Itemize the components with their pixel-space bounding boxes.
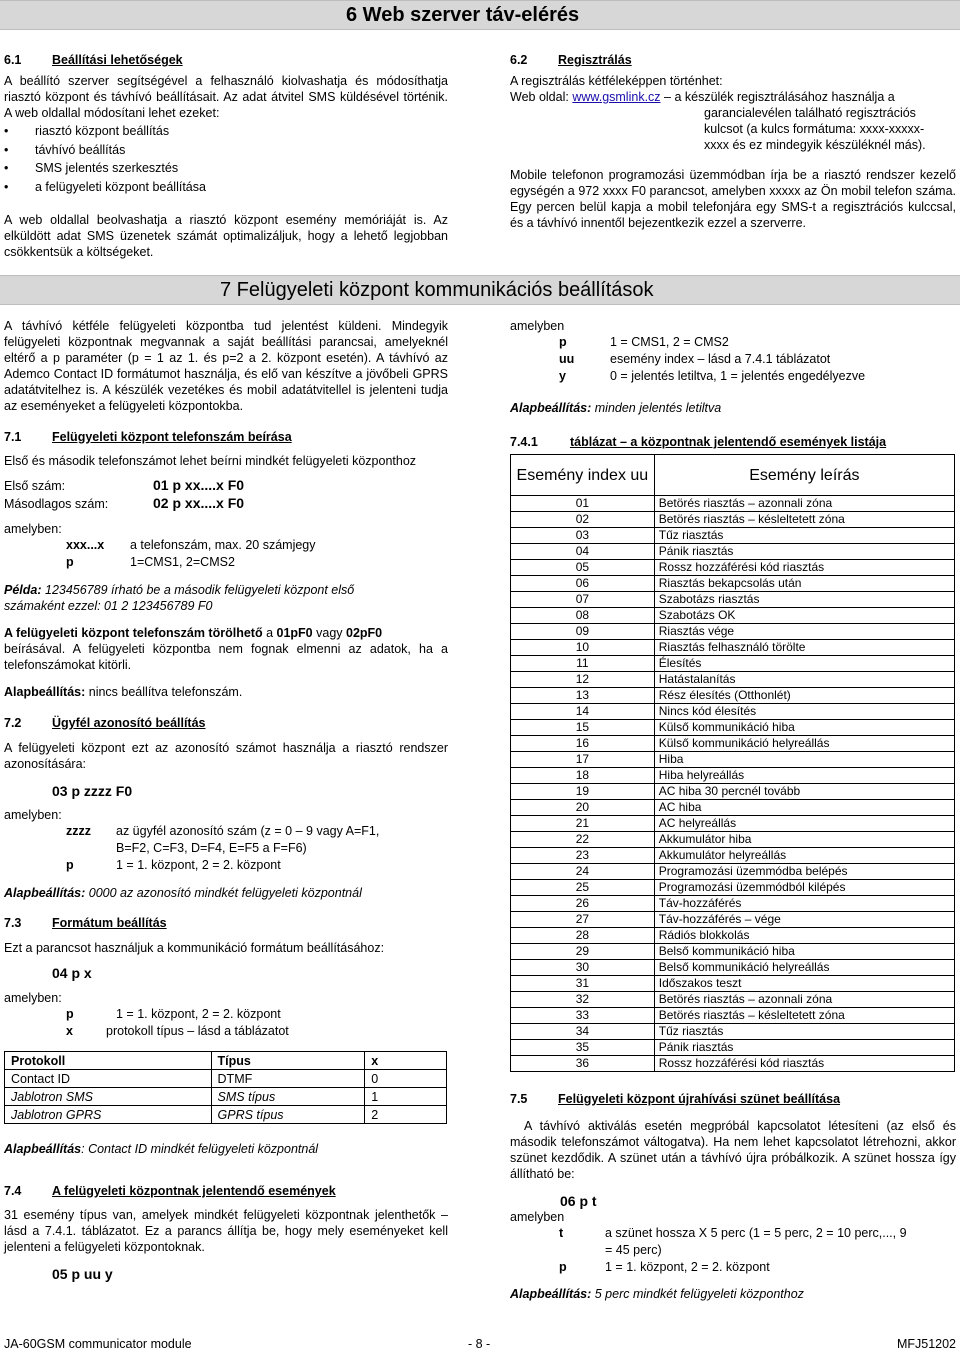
section-6-1 bbox=[4, 52, 448, 260]
section-6-title: 6 Web szerver táv-elérés bbox=[346, 4, 580, 26]
table-row bbox=[511, 576, 955, 592]
table-row bbox=[511, 528, 955, 544]
s71-line1: Első és második telefonszámot lehet beírni mindkét felügyeleti központhoz bbox=[4, 454, 417, 468]
table-row bbox=[511, 832, 955, 848]
event-index-cell: 25 bbox=[511, 880, 655, 896]
event-index-cell: 31 bbox=[511, 976, 655, 992]
event-index-cell: 08 bbox=[511, 608, 655, 624]
heading-6-2: 6.2 Regisztrálás bbox=[510, 53, 632, 67]
s73-command: 04 p x bbox=[52, 965, 92, 981]
s73-default: Alapbeállítás: Contact ID mindkét felügyeleti központnál bbox=[4, 1142, 319, 1156]
table-row bbox=[511, 496, 955, 512]
table-row bbox=[511, 640, 955, 656]
event-description-cell: Belső kommunikáció helyreállás bbox=[654, 960, 954, 976]
event-description-cell: Külső kommunikáció helyreállás bbox=[654, 736, 954, 752]
s72-amelyben: amelyben: bbox=[4, 808, 62, 822]
registration-web-detail: garancialevélen található regisztrációs kulcsot (a kulcs formátuma: xxxx-xxxxx- xxxx és ez mindegyik készüléknél más). bbox=[704, 106, 926, 152]
section-6-2 bbox=[510, 52, 956, 231]
table-row bbox=[511, 688, 955, 704]
event-description-cell: Élesítés bbox=[654, 656, 954, 672]
heading-6-1: 6.1 Beállítási lehetőségek bbox=[4, 53, 183, 67]
heading-7-5: 7.5 Felügyeleti központ újrahívási szünet beállítása bbox=[510, 1092, 841, 1106]
event-description-cell: Riasztás vége bbox=[654, 624, 954, 640]
event-index-cell: 03 bbox=[511, 528, 655, 544]
event-index-cell: 10 bbox=[511, 640, 655, 656]
table-row bbox=[511, 512, 955, 528]
event-description-cell: Tűz riasztás bbox=[654, 528, 954, 544]
second-number-command: 02 p xx....x F0 bbox=[153, 495, 245, 511]
table-row bbox=[511, 944, 955, 960]
s75-amelyben: amelyben bbox=[510, 1210, 565, 1224]
event-description-cell: Betörés riasztás – késleltetett zóna bbox=[654, 1008, 954, 1024]
event-index-cell: 17 bbox=[511, 752, 655, 768]
event-description-cell: Rész élesítés (Otthonlét) bbox=[654, 688, 954, 704]
table-row bbox=[511, 880, 955, 896]
event-index-cell: 02 bbox=[511, 512, 655, 528]
s72-param-2: p 1 = 1. központ, 2 = 2. központ bbox=[66, 858, 281, 872]
event-index-cell: 14 bbox=[511, 704, 655, 720]
event-index-cell: 20 bbox=[511, 800, 655, 816]
heading-7-3: 7.3 Formátum beállítás bbox=[4, 916, 167, 930]
event-index-cell: 09 bbox=[511, 624, 655, 640]
event-index-cell: 19 bbox=[511, 784, 655, 800]
event-description-cell: Szabotázs riasztás bbox=[654, 592, 954, 608]
table-row bbox=[511, 608, 955, 624]
heading-7-1: 7.1 Felügyeleti központ telefonszám beírása bbox=[4, 430, 292, 444]
event-description-cell: Rossz hozzáférési kód riasztás bbox=[654, 1056, 954, 1072]
s75-command: 06 p t bbox=[560, 1193, 597, 1209]
table-row bbox=[511, 896, 955, 912]
event-description-cell: Betörés riasztás – azonnali zóna bbox=[654, 992, 954, 1008]
s71-example: Példa: 123456789 írható be a második felügyeleti központ első bbox=[4, 583, 355, 597]
event-description-cell: AC hiba bbox=[654, 800, 954, 816]
heading-7-4-1: 7.4.1 táblázat – a központnak jelentendő események listája bbox=[510, 435, 887, 449]
event-description-cell: Nincs kód élesítés bbox=[654, 704, 954, 720]
event-description-cell: Riasztás felhasználó törölte bbox=[654, 640, 954, 656]
table-row bbox=[511, 656, 955, 672]
s75-param-1-cont: = 45 perc) bbox=[605, 1243, 662, 1257]
s73-param-1: p 1 = 1. központ, 2 = 2. központ bbox=[66, 1007, 281, 1021]
protocol-table-header: Protokoll Típus x bbox=[5, 1052, 447, 1070]
s74-param-1: p 1 = CMS1, 2 = CMS2 bbox=[559, 335, 729, 349]
table-row bbox=[511, 1040, 955, 1056]
event-description-cell: Akkumulátor hiba bbox=[654, 832, 954, 848]
event-description-cell: Táv-hozzáférés – vége bbox=[654, 912, 954, 928]
table-row bbox=[511, 560, 955, 576]
s74-line1: 31 esemény típus van, amelyek mindkét felügyeleti központnak jelenthetők – lásd a 7.4.1. táblázatot. Ez a parancs állítja be, hogy mely eseményeket kell jelenteni a felügyeleti központoknak. bbox=[4, 1208, 448, 1254]
table-row bbox=[511, 928, 955, 944]
s71-delete-note-2: beírásával. A felügyeleti központba nem fognak elmenni az adatok, ha a telefonszámokat kitörli. bbox=[4, 642, 448, 672]
event-table-body bbox=[511, 496, 955, 1072]
event-description-cell: Hiba bbox=[654, 752, 954, 768]
s73-line1: Ezt a parancsot használjuk a kommunikáció formátum beállításához: bbox=[4, 941, 385, 955]
s71-default: Alapbeállítás: nincs beállítva telefonszám. bbox=[4, 685, 243, 699]
s75-param-2: p 1 = 1. központ, 2 = 2. központ bbox=[559, 1260, 770, 1274]
event-table bbox=[510, 454, 955, 1072]
s71-example-line2: számaként ezzel: 01 2 123456789 F0 bbox=[4, 599, 213, 613]
event-description-cell: Programozási üzemmódba belépés bbox=[654, 864, 954, 880]
registration-mobile: Mobile telefonon programozási üzemmódban írja be a riasztó rendszer kezelő egységén a 972 xxxx F0 parancsot, amelyben xxxxx az Ön mobil telefon száma. Egy percen belül kapja a mobil telefonjára egy SMS-t a regisztrációs kulccsal, és a távhívó innentől bejezentkezik ezzel a szerverre. bbox=[510, 168, 956, 230]
event-index-cell: 01 bbox=[511, 496, 655, 512]
bullet-item: • riasztó központ beállítás bbox=[4, 124, 170, 138]
s75-param-1: t a szünet hossza X 5 perc (1 = 5 perc, 2 = 10 perc,..., 9 bbox=[559, 1226, 907, 1240]
table-row bbox=[511, 1008, 955, 1024]
table-row bbox=[511, 544, 955, 560]
bullet-item: • távhívó beállítás bbox=[4, 142, 126, 157]
table-row bbox=[511, 752, 955, 768]
bullet-icon: • bbox=[4, 179, 9, 194]
table-row bbox=[511, 912, 955, 928]
paragraph-6-1-outro: A web oldallal beolvashatja a riasztó központ esemény memóriáját is. Az elküldött adat SMS üzenetek számát optimalizáljuk, hogy a lehető legjobban csökkentsük a költségeket. bbox=[4, 213, 448, 259]
s74-param-3: y 0 = jelentés letiltva, 1 = jelentés engedélyezve bbox=[559, 369, 866, 383]
bullet-item: • a felügyeleti központ beállítása bbox=[4, 179, 206, 194]
event-index-cell: 18 bbox=[511, 768, 655, 784]
event-description-cell: AC hiba 30 percnél tovább bbox=[654, 784, 954, 800]
table-row bbox=[511, 784, 955, 800]
section-7-right-column bbox=[510, 318, 956, 1302]
event-description-cell: Tűz riasztás bbox=[654, 1024, 954, 1040]
bullet-icon: • bbox=[4, 124, 9, 138]
section-6-header bbox=[0, 0, 960, 30]
s72-param-1-cont: B=F2, C=F3, D=F4, E=F5 a F=F6) bbox=[116, 841, 307, 855]
event-index-cell: 26 bbox=[511, 896, 655, 912]
event-description-cell: AC helyreállás bbox=[654, 816, 954, 832]
event-index-cell: 16 bbox=[511, 736, 655, 752]
event-index-cell: 29 bbox=[511, 944, 655, 960]
event-index-cell: 28 bbox=[511, 928, 655, 944]
first-number-command: 01 p xx....x F0 bbox=[153, 477, 245, 493]
s73-param-2: x protokoll típus – lásd a táblázatot bbox=[66, 1024, 289, 1038]
second-number-row: Másodlagos szám: 02 p xx....x F0 bbox=[4, 495, 245, 511]
event-description-cell: Betörés riasztás – késleltetett zóna bbox=[654, 512, 954, 528]
event-description-cell: Pánik riasztás bbox=[654, 544, 954, 560]
page-number: - 8 - bbox=[468, 1337, 491, 1351]
s72-default: Alapbeállítás: 0000 az azonosító mindkét felügyeleti központnál bbox=[4, 886, 362, 900]
event-index-cell: 27 bbox=[511, 912, 655, 928]
paragraph-6-1-intro: A beállító szerver segítségével a felhasználó kiolvashatja és módosíthatja riasztó központ és távhívó beállításait. Az adat átvitel SMS küldésével történik. A web oldallal módosítani lehet ezeket: bbox=[4, 74, 448, 120]
table-row bbox=[511, 992, 955, 1008]
event-description-cell: Pánik riasztás bbox=[654, 1040, 954, 1056]
table-row bbox=[511, 768, 955, 784]
event-description-cell: Táv-hozzáférés bbox=[654, 896, 954, 912]
table-row bbox=[511, 960, 955, 976]
event-description-cell: Programozási üzemmódból kilépés bbox=[654, 880, 954, 896]
protocol-table bbox=[4, 1051, 447, 1124]
bullet-icon: • bbox=[4, 161, 9, 175]
event-table-header: Esemény index uu Esemény leírás bbox=[511, 455, 955, 496]
s74-default: Alapbeállítás: minden jelentés letiltva bbox=[510, 401, 722, 415]
event-description-cell: Hiba helyreállás bbox=[654, 768, 954, 784]
event-description-cell: Riasztás bekapcsolás után bbox=[654, 576, 954, 592]
table-row bbox=[511, 720, 955, 736]
event-index-cell: 32 bbox=[511, 992, 655, 1008]
s72-command: 03 p zzzz F0 bbox=[52, 783, 133, 799]
event-index-cell: 04 bbox=[511, 544, 655, 560]
s71-delete-note: A felügyeleti központ telefonszám törölhető a 01pF0 vagy 02pF0 bbox=[4, 626, 383, 640]
table-row bbox=[511, 800, 955, 816]
event-index-cell: 06 bbox=[511, 576, 655, 592]
event-index-cell: 23 bbox=[511, 848, 655, 864]
settings-bullet-list bbox=[4, 123, 448, 197]
table-row bbox=[511, 816, 955, 832]
s72-line1: A felügyeleti központ ezt az azonosító számot használja a riasztó rendszer azonosítására: bbox=[4, 741, 448, 771]
s71-param-2: p 1=CMS1, 2=CMS2 bbox=[66, 555, 235, 569]
event-index-cell: 24 bbox=[511, 864, 655, 880]
bullet-icon: • bbox=[4, 142, 9, 157]
event-description-cell: Akkumulátor helyreállás bbox=[654, 848, 954, 864]
event-description-cell: Belső kommunikáció hiba bbox=[654, 944, 954, 960]
table-row bbox=[511, 672, 955, 688]
s72-param-1: zzzz az ügyfél azonosító szám (z = 0 – 9 vagy A=F1, bbox=[66, 824, 380, 838]
table-row bbox=[511, 1024, 955, 1040]
heading-7-2: 7.2 Ügyfél azonosító beállítás bbox=[4, 716, 206, 730]
s74-command: 05 p uu y bbox=[52, 1266, 113, 1282]
table-row: Jablotron GPRS GPRS típus 2 bbox=[5, 1106, 447, 1124]
registration-intro: A regisztrálás kétféleképpen történhet: bbox=[510, 74, 723, 88]
event-description-cell: Szabotázs OK bbox=[654, 608, 954, 624]
table-row: Contact ID DTMF 0 bbox=[5, 1070, 447, 1088]
footer-left: JA-60GSM communicator module bbox=[4, 1337, 192, 1351]
s73-amelyben: amelyben: bbox=[4, 991, 62, 1005]
s71-param-1: xxx...x a telefonszám, max. 20 számjegy bbox=[66, 538, 316, 552]
table-row bbox=[511, 736, 955, 752]
event-index-cell: 07 bbox=[511, 592, 655, 608]
table-row bbox=[511, 864, 955, 880]
table-row bbox=[511, 624, 955, 640]
event-description-cell: Időszakos teszt bbox=[654, 976, 954, 992]
event-index-cell: 12 bbox=[511, 672, 655, 688]
event-index-cell: 22 bbox=[511, 832, 655, 848]
table-row bbox=[511, 592, 955, 608]
table-row bbox=[511, 976, 955, 992]
bullet-item: • SMS jelentés szerkesztés bbox=[4, 161, 179, 175]
event-description-cell: Külső kommunikáció hiba bbox=[654, 720, 954, 736]
section-7-left-column bbox=[4, 318, 448, 1282]
table-row bbox=[511, 704, 955, 720]
first-number-row: Első szám: 01 p xx....x F0 bbox=[4, 477, 245, 493]
registration-web-line: Web oldal: www.gsmlink.cz – a készülék regisztrálásához használja a bbox=[510, 90, 895, 104]
event-description-cell: Hatástalanítás bbox=[654, 672, 954, 688]
event-index-cell: 21 bbox=[511, 816, 655, 832]
event-index-cell: 35 bbox=[511, 1040, 655, 1056]
table-row bbox=[511, 1056, 955, 1072]
s74-param-2: uu esemény index – lásd a 7.4.1 táblázatot bbox=[559, 352, 831, 366]
heading-7-4: 7.4 A felügyeleti központnak jelentendő események bbox=[4, 1184, 336, 1198]
event-index-cell: 30 bbox=[511, 960, 655, 976]
event-description-cell: Rossz hozzáférési kód riasztás bbox=[654, 560, 954, 576]
s71-amelyben: amelyben: bbox=[4, 522, 62, 536]
s75-line1: A távhívó aktiválás esetén megpróbál kapcsolatot létesíteni (az első és második telefonszámot váltogatva). Ha nem lehet kapcsolatot létrehozni, akkor szünet kezdődik. A szünet után a távhívó újra próbálkozik. A szünet hossza így állítható be: bbox=[510, 1119, 956, 1181]
section-7-header bbox=[0, 275, 960, 305]
event-description-cell: Rádiós blokkolás bbox=[654, 928, 954, 944]
event-index-cell: 34 bbox=[511, 1024, 655, 1040]
event-index-cell: 33 bbox=[511, 1008, 655, 1024]
s74-amelyben: amelyben bbox=[510, 319, 565, 333]
event-index-cell: 11 bbox=[511, 656, 655, 672]
section-7-intro: A távhívó kétféle felügyeleti központba tud jelentést küldeni. Mindegyik felügyeleti központnak megvannak a saját beállítási parancsai, amelyeknél eltérő a p paraméter (p = 1 az 1. és p=2 a 2. központ esetén). A távhívó az Ademco Contact ID formátumot használja, és elő van készítve a jövőbeli GPRS adatátvitelhez is. A készülék vezetékes és mobil adatátvitellel is jelenteni tudja az eseményeket a felügyeleti központokba. bbox=[4, 319, 448, 413]
event-index-cell: 36 bbox=[511, 1056, 655, 1072]
gsmlink-link[interactable]: www.gsmlink.cz bbox=[572, 90, 661, 104]
table-row bbox=[511, 848, 955, 864]
event-index-cell: 05 bbox=[511, 560, 655, 576]
event-index-cell: 15 bbox=[511, 720, 655, 736]
table-row: Jablotron SMS SMS típus 1 bbox=[5, 1088, 447, 1106]
footer-right: MFJ51202 bbox=[896, 1337, 956, 1351]
section-7-title: 7 Felügyeleti központ kommunikációs beállítások bbox=[220, 279, 654, 301]
s75-default: Alapbeállítás: 5 perc mindkét felügyeleti központhoz bbox=[510, 1287, 804, 1301]
event-index-cell: 13 bbox=[511, 688, 655, 704]
event-description-cell: Betörés riasztás – azonnali zóna bbox=[654, 496, 954, 512]
